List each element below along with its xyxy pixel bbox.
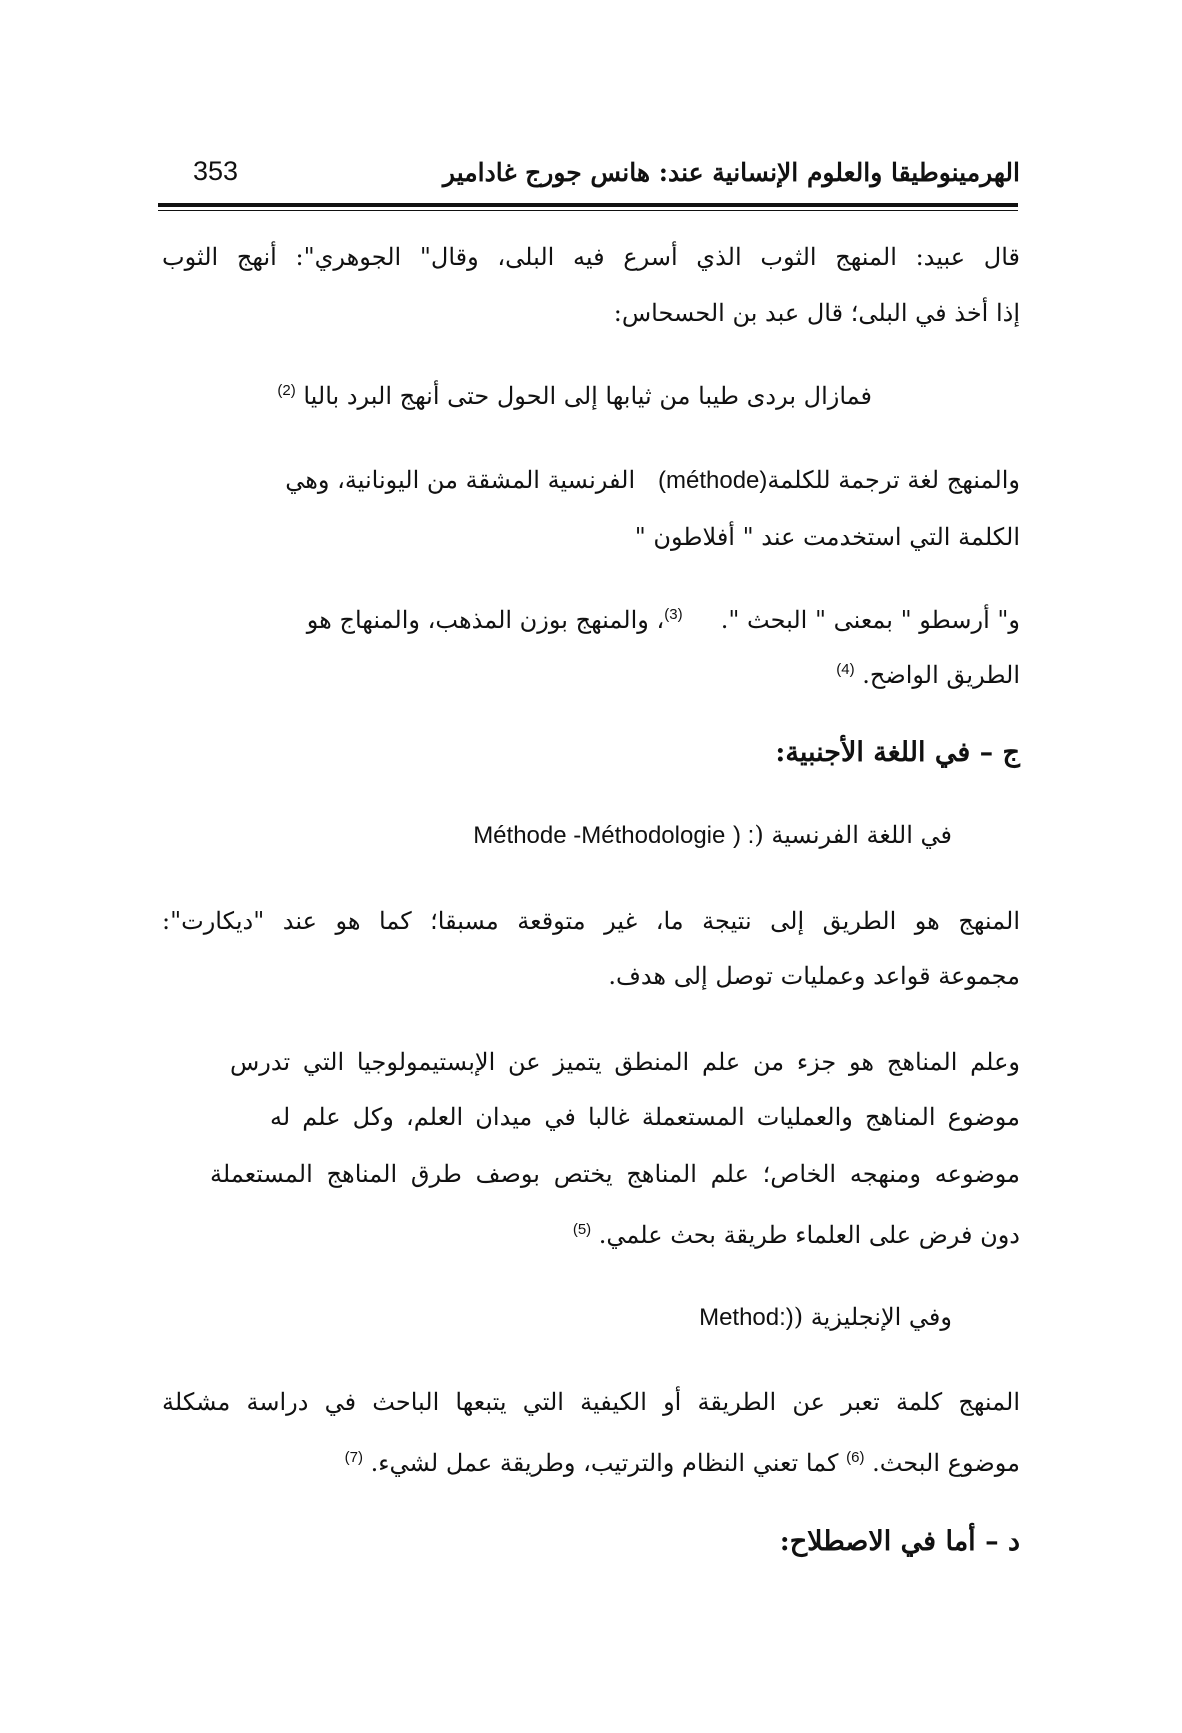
latin-term: Méthode -Méthodologie xyxy=(473,822,726,849)
section-heading: ج – في اللغة الأجنبية: xyxy=(775,737,1020,768)
paragraph-line: وعلم المناهج هو جزء من علم المنطق يتميز عن الإبستيمولوجيا التي تدرس xyxy=(230,1048,1020,1076)
latin-term: Method: xyxy=(699,1304,786,1331)
text-segment: وفي الإنجليزية ( xyxy=(793,1303,952,1331)
text-segment: والمنهج لغة ترجمة للكلمة xyxy=(767,466,1020,494)
paragraph-line xyxy=(699,1300,952,1335)
paragraph-line xyxy=(836,653,1020,692)
paragraph-line: إذا أخذ في البلى؛ قال عبد بن الحسحاس: xyxy=(613,299,1020,327)
text-segment: ) xyxy=(785,1304,794,1331)
section-heading: د – أما في الاصطلاح: xyxy=(779,1526,1020,1557)
paragraph-line: قال عبيد: المنهج الثوب الذي أسرع فيه البلى، وقال" الجوهري": أنهج الثوب xyxy=(162,243,1020,271)
footnote-marker: (2) xyxy=(277,382,296,399)
text-segment: و" أرسطو " بمعنى " البحث ". xyxy=(720,606,1020,634)
verse-line xyxy=(277,374,872,413)
paragraph-line xyxy=(473,818,952,853)
text-segment: الطريق الواضح. xyxy=(862,661,1020,689)
running-header-title: الهرمينوطيقا والعلوم الإنسانية عند: هانس جورج غادامير xyxy=(442,158,1020,187)
paragraph-line: المنهج كلمة تعبر عن الطريقة أو الكيفية التي يتبعها الباحث في دراسة مشكلة xyxy=(162,1388,1020,1416)
footnote-marker: (5) xyxy=(572,1221,592,1238)
text-segment: موضوع البحث. xyxy=(872,1449,1020,1477)
paragraph-line: مجموعة قواعد وعمليات توصل إلى هدف. xyxy=(608,962,1020,990)
paragraph-line xyxy=(285,463,1020,498)
footnote-marker: (7) xyxy=(344,1449,363,1466)
text-segment: الفرنسية المشقة من اليونانية، وهي xyxy=(285,466,636,494)
text-segment: في اللغة الفرنسية ( xyxy=(754,821,952,849)
paragraph-line: الكلمة التي استخدمت عند " أفلاطون " xyxy=(634,523,1020,551)
text-segment: ، والمنهج بوزن المذهب، والمنهاج هو xyxy=(306,606,665,634)
paragraph-line xyxy=(573,1213,1020,1252)
header-rule-thin xyxy=(158,210,1018,211)
text-segment: كما تعني النظام والترتيب، وطريقة عمل لشيء. xyxy=(370,1449,839,1477)
paragraph-line: موضوع المناهج والعمليات المستعملة غالبا في ميدان العلم، وكل علم له xyxy=(270,1103,1020,1131)
header-rule xyxy=(158,203,1018,207)
paragraph-line: المنهج هو الطريق إلى نتيجة ما، غير متوقعة مسبقا؛ كما هو عند "ديكارت": xyxy=(162,907,1020,935)
footnote-marker: (3) xyxy=(664,606,683,623)
page-number: 353 xyxy=(193,156,239,186)
footnote-marker: (4) xyxy=(836,661,855,678)
verse-text: فمازال بردى طيبا من ثيابها إلى الحول حتى أنهج البرد باليا xyxy=(303,382,872,410)
footnote-marker: (6) xyxy=(846,1449,865,1466)
paragraph-line xyxy=(345,1441,1020,1480)
text-segment: دون فرض على العلماء طريقة بحث علمي. xyxy=(598,1221,1020,1249)
paragraph-line xyxy=(307,598,1020,637)
text-segment: ) : xyxy=(733,822,755,849)
latin-term: (méthode) xyxy=(658,467,768,494)
paragraph-line: موضوعه ومنهجه الخاص؛ علم المناهج يختص بوصف طرق المناهج المستعملة xyxy=(210,1160,1020,1188)
